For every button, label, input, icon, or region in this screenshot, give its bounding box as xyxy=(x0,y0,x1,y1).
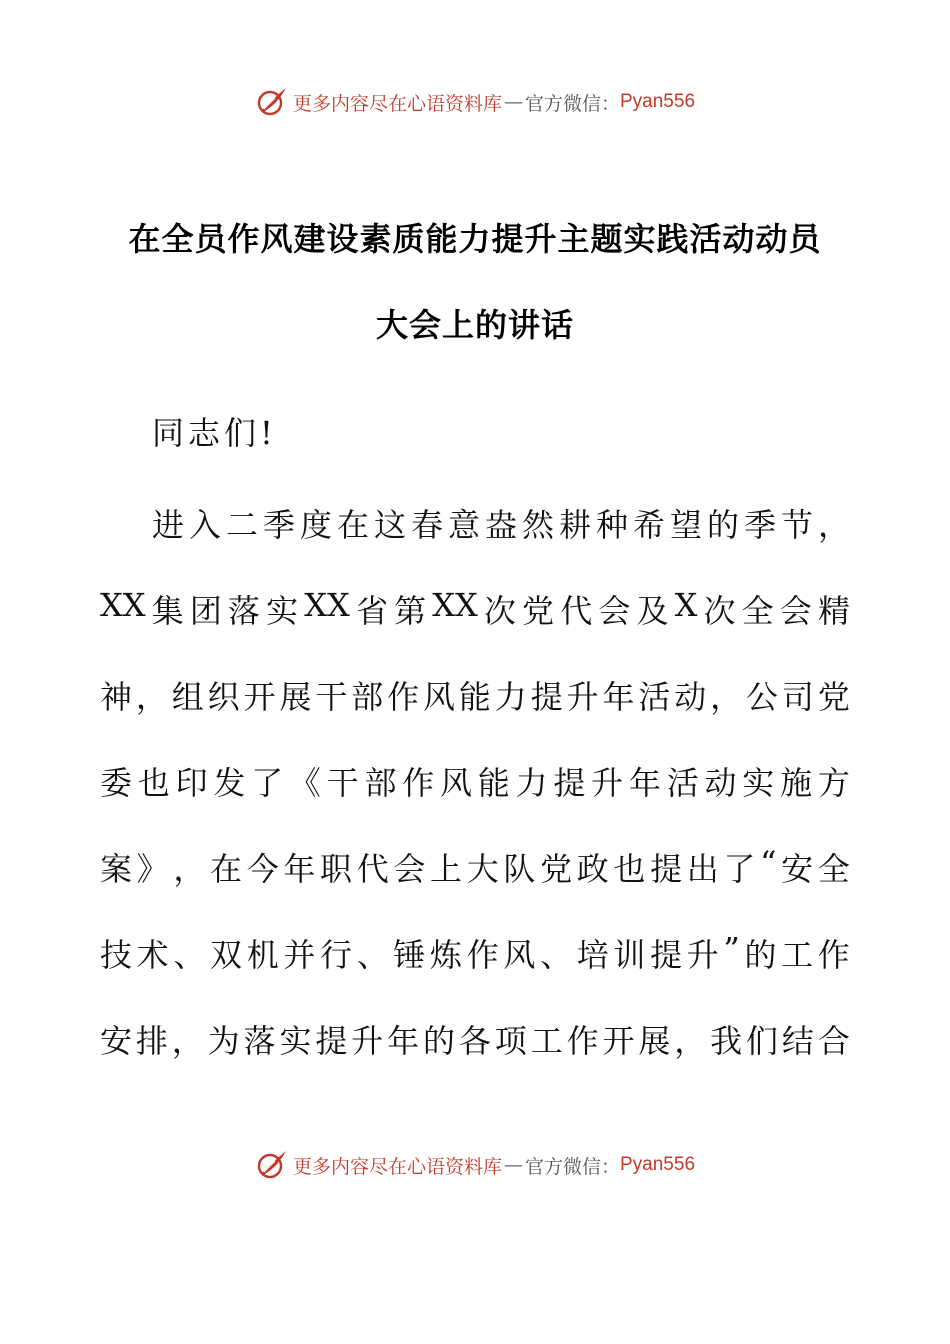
paragraph-line-4: 委 也 印 发 了 《 干 部 作 风 能 力 提 升 年 活 动 实 施 方 xyxy=(100,764,850,802)
watermark-wechat-id: Pyan556 xyxy=(620,91,696,112)
paragraph-line-5: 案 》 ， 在 今 年 职 代 会 上 大 队 党 政 也 提 出 了 “ 安 全 xyxy=(100,844,850,888)
paragraph-line-1: 进入二季度在这春意盎然耕种希望的季节， xyxy=(152,506,856,544)
watermark-wechat-label: 官方微信： xyxy=(524,92,620,115)
watermark-wechat-id: Pyan556 xyxy=(620,1154,696,1175)
watermark-dash: — xyxy=(503,91,523,113)
watermark-site-text: 更多内容尽在心语资料库 xyxy=(292,1155,502,1178)
document-title-line-1: 在全员作风建设素质能力提升主题实践活动动员 xyxy=(128,220,822,258)
footer-watermark xyxy=(0,1145,950,1185)
watermark-site-text: 更多内容尽在心语资料库 xyxy=(292,92,502,115)
quill-logo-icon xyxy=(255,1148,289,1182)
document-title-line-2: 大会上的讲话 xyxy=(375,306,574,344)
salutation: 同志们! xyxy=(152,414,277,452)
paragraph-line-2: XX 集 团 落 实 XX 省 第 XX 次 党 代 会 及 X 次 全 会 精 xyxy=(100,586,850,630)
quill-logo-icon xyxy=(255,85,289,119)
paragraph-line-3: 神 ， 组 织 开 展 干 部 作 风 能 力 提 升 年 活 动 ， 公 司 党 xyxy=(100,678,850,716)
watermark-wechat-label: 官方微信： xyxy=(524,1155,620,1178)
watermark-dash: — xyxy=(503,1154,523,1176)
paragraph-line-6: 技 术 、 双 机 并 行 、 锤 炼 作 风 、 培 训 提 升 ” 的 工 作 xyxy=(100,930,850,974)
paragraph-line-7: 安 排 ， 为 落 实 提 升 年 的 各 项 工 作 开 展 ， 我 们 结 合 xyxy=(100,1022,850,1060)
header-watermark xyxy=(0,82,950,122)
